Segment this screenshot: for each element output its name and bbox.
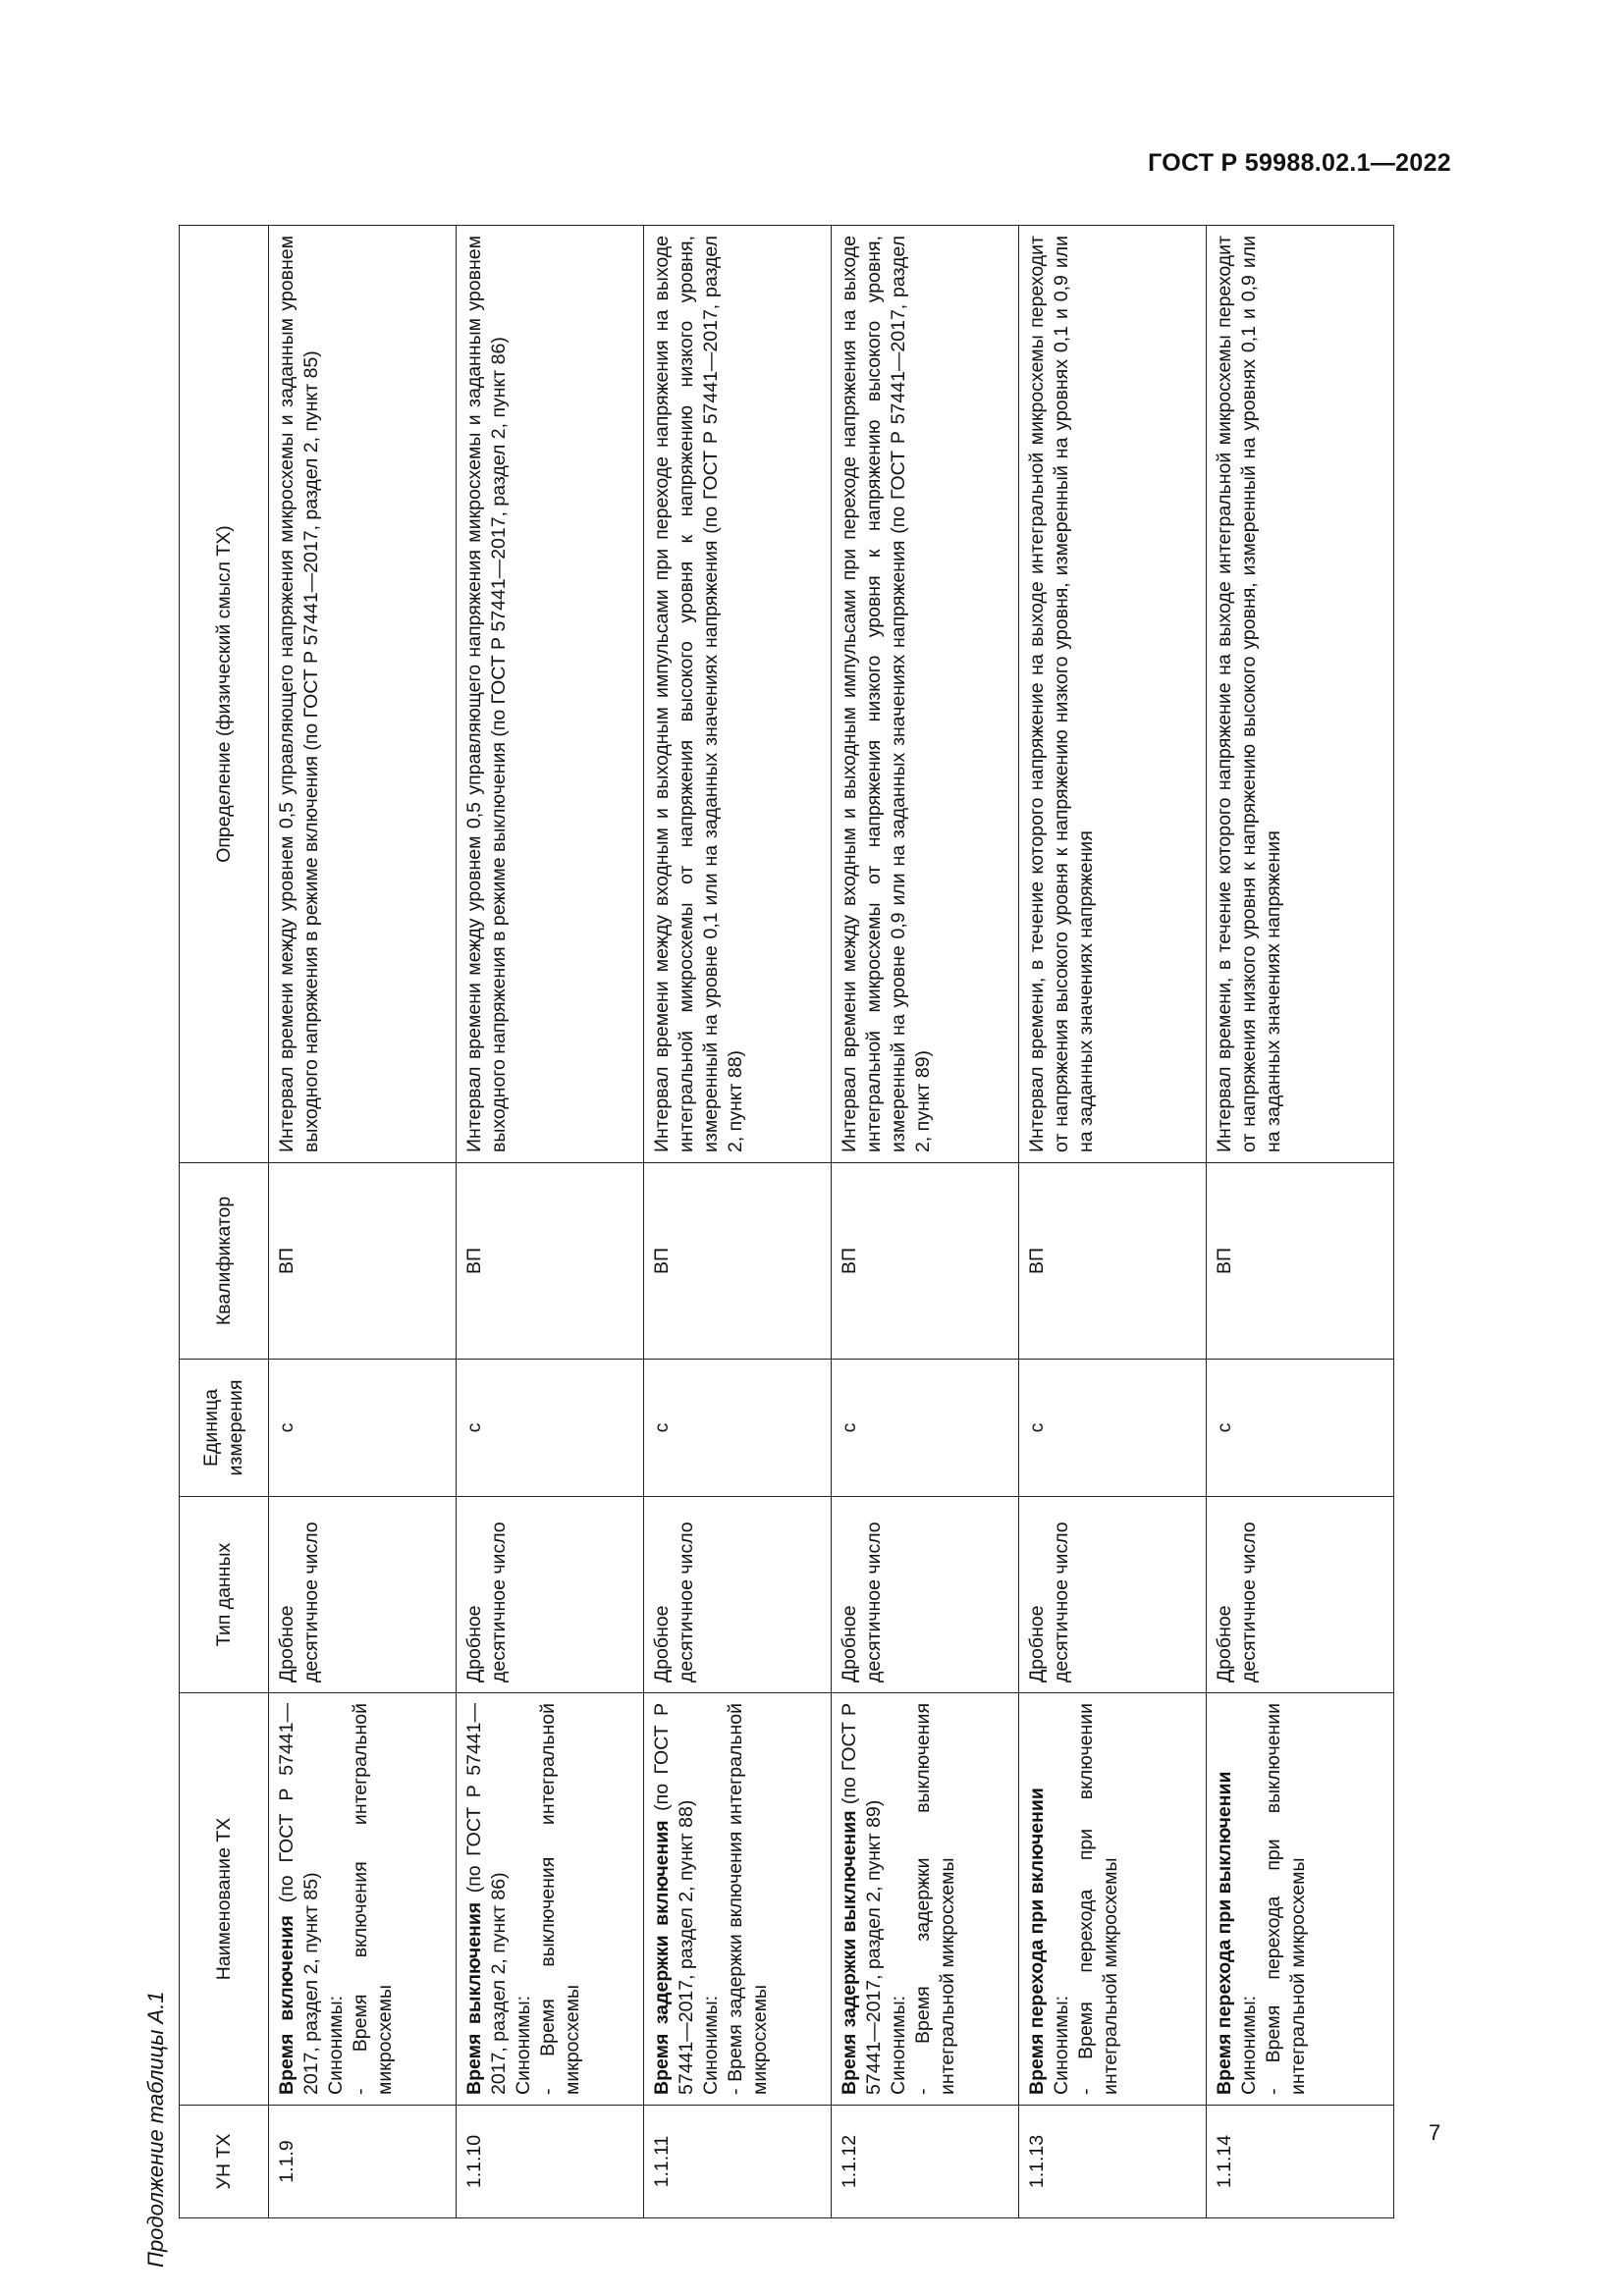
cell-qualifier: ВП xyxy=(1207,1163,1394,1360)
cell-definition: Интервал времени между входным и выходным импульсами при переходе напряжения на выходе интегральной микросхемы от напряжения низкого уровня к напряжению высокого уровня, измеренный на уровне 0,9 или на заданных значениях напряжения (по ГОСТ Р 57441—2017, раздел 2, пункт 89) xyxy=(832,226,1019,1163)
cell-definition: Интервал времени между входным и выходным импульсами при переходе напряжения на выходе интегральной микросхемы от напряжения высокого уровня к напряжению низкого уровня, измеренный на уровне 0,1 или на заданных значениях напряжения (по ГОСТ Р 57441—2017, раздел 2, пункт 88) xyxy=(644,226,832,1163)
characteristics-table xyxy=(179,225,1394,2218)
cell-type: Дробное десятичное число xyxy=(1019,1497,1207,1693)
cell-name xyxy=(269,1693,457,2106)
cell-name xyxy=(1207,1693,1394,2106)
table-row xyxy=(832,226,1019,2218)
cell-unit: с xyxy=(269,1360,457,1497)
table-row xyxy=(644,226,832,2218)
term-name: Время включения xyxy=(276,1915,298,2095)
term-name: Время задержки выключения xyxy=(839,1810,860,2095)
cell-id: 1.1.10 xyxy=(457,2106,644,2218)
cell-name xyxy=(457,1693,644,2106)
cell-definition: Интервал времени между уровнем 0,5 управляющего напряжения микросхемы и заданным уровнем выходного напряжения в режиме выключения (по ГОСТ Р 57441—2017, раздел 2, пункт 86) xyxy=(457,226,644,1163)
page-number: 7 xyxy=(1429,2120,1441,2145)
header-cell-name: Наименование ТХ xyxy=(180,1693,269,2106)
synonyms-label: Синонимы: xyxy=(325,1995,347,2095)
table-row xyxy=(1207,226,1394,2218)
cell-unit: с xyxy=(457,1360,644,1497)
cell-qualifier: ВП xyxy=(269,1163,457,1360)
synonym: - Время перехода при включении интегральной микросхемы xyxy=(1075,1703,1121,2095)
cell-type: Дробное десятичное число xyxy=(832,1497,1019,1693)
cell-name xyxy=(1019,1693,1207,2106)
synonyms-label: Синонимы: xyxy=(1051,1995,1072,2095)
synonym: - Время выключения интегральной микросхемы xyxy=(537,1703,583,2095)
cell-qualifier: ВП xyxy=(1019,1163,1207,1360)
cell-unit: с xyxy=(1207,1360,1394,1497)
cell-id: 1.1.9 xyxy=(269,2106,457,2218)
cell-unit: с xyxy=(1019,1360,1207,1497)
synonyms-label: Синонимы: xyxy=(1238,1995,1260,2095)
table-caption: Продолжение таблицы А.1 xyxy=(143,1991,168,2268)
term-name: Время перехода при включении xyxy=(1026,1788,1048,2095)
cell-unit: с xyxy=(832,1360,1019,1497)
cell-name xyxy=(644,1693,832,2106)
synonyms-label: Синонимы: xyxy=(888,1995,909,2095)
term-reference: (по ГОСТ Р 57441—2017, раздел 2, пункт 89) xyxy=(839,1702,885,2095)
cell-type: Дробное десятичное число xyxy=(457,1497,644,1693)
cell-type: Дробное десятичное число xyxy=(269,1497,457,1693)
table-row xyxy=(269,226,457,2218)
document-code: ГОСТ Р 59988.02.1—2022 xyxy=(1148,149,1451,177)
cell-id: 1.1.13 xyxy=(1019,2106,1207,2218)
cell-definition: Интервал времени, в течение которого напряжение на выходе интегральной микросхемы переходит от напряжения низкого уровня к напряжению высокого уровня, измеренный на уровнях 0,1 и 0,9 или на заданных значениях напряжения xyxy=(1207,226,1394,1163)
cell-qualifier: ВП xyxy=(832,1163,1019,1360)
term-name: Время перехода при выключении xyxy=(1214,1771,1235,2095)
cell-name xyxy=(832,1693,1019,2106)
cell-type: Дробное десятичное число xyxy=(1207,1497,1394,1693)
header-cell-unit: Единица измерения xyxy=(180,1360,269,1497)
synonym: - Время включения интегральной микросхемы xyxy=(350,1703,396,2095)
synonym: - Время перехода при выключении интегральной микросхемы xyxy=(1263,1703,1309,2095)
cell-unit: с xyxy=(644,1360,832,1497)
cell-definition: Интервал времени, в течение которого напряжение на выходе интегральной микросхемы переходит от напряжения высокого уровня к напряжению низкого уровня, измеренный на уровнях 0,1 и 0,9 или на заданных значениях напряжения xyxy=(1019,226,1207,1163)
term-reference: (по ГОСТ Р 57441—2017, раздел 2, пункт 88) xyxy=(651,1703,697,2095)
cell-id: 1.1.12 xyxy=(832,2106,1019,2218)
header-cell-id: УН ТХ xyxy=(180,2106,269,2218)
table-row xyxy=(1019,226,1207,2218)
synonyms-label: Синонимы: xyxy=(513,1995,534,2095)
term-reference: (по ГОСТ Р 57441—2017, раздел 2, пункт 86) xyxy=(463,1703,510,2095)
header-cell-type: Тип данных xyxy=(180,1497,269,1693)
term-name: Время задержки включения xyxy=(651,1820,673,2095)
cell-qualifier: ВП xyxy=(644,1163,832,1360)
table-row xyxy=(457,226,644,2218)
cell-id: 1.1.11 xyxy=(644,2106,832,2218)
cell-id: 1.1.14 xyxy=(1207,2106,1394,2218)
cell-type: Дробное десятичное число xyxy=(644,1497,832,1693)
cell-definition: Интервал времени между уровнем 0,5 управляющего напряжения микросхемы и заданным уровнем выходного напряжения в режиме включения (по ГОСТ Р 57441—2017, раздел 2, пункт 85) xyxy=(269,226,457,1163)
synonyms-label: Синонимы: xyxy=(700,1995,722,2095)
rotated-table-block xyxy=(137,226,1394,2268)
synonym: - Время задержки включения интегральной микросхемы xyxy=(725,1703,771,2095)
header-cell-definition: Определение (физический смысл ТХ) xyxy=(180,226,269,1163)
table-header-row xyxy=(180,226,269,2218)
term-reference: (по ГОСТ Р 57441—2017, раздел 2, пункт 85) xyxy=(276,1703,322,2095)
header-cell-qualifier: Квалификатор xyxy=(180,1163,269,1360)
synonym: - Время задержки выключения интегральной микросхемы xyxy=(912,1703,958,2095)
term-name: Время выключения xyxy=(463,1901,485,2095)
cell-qualifier: ВП xyxy=(457,1163,644,1360)
